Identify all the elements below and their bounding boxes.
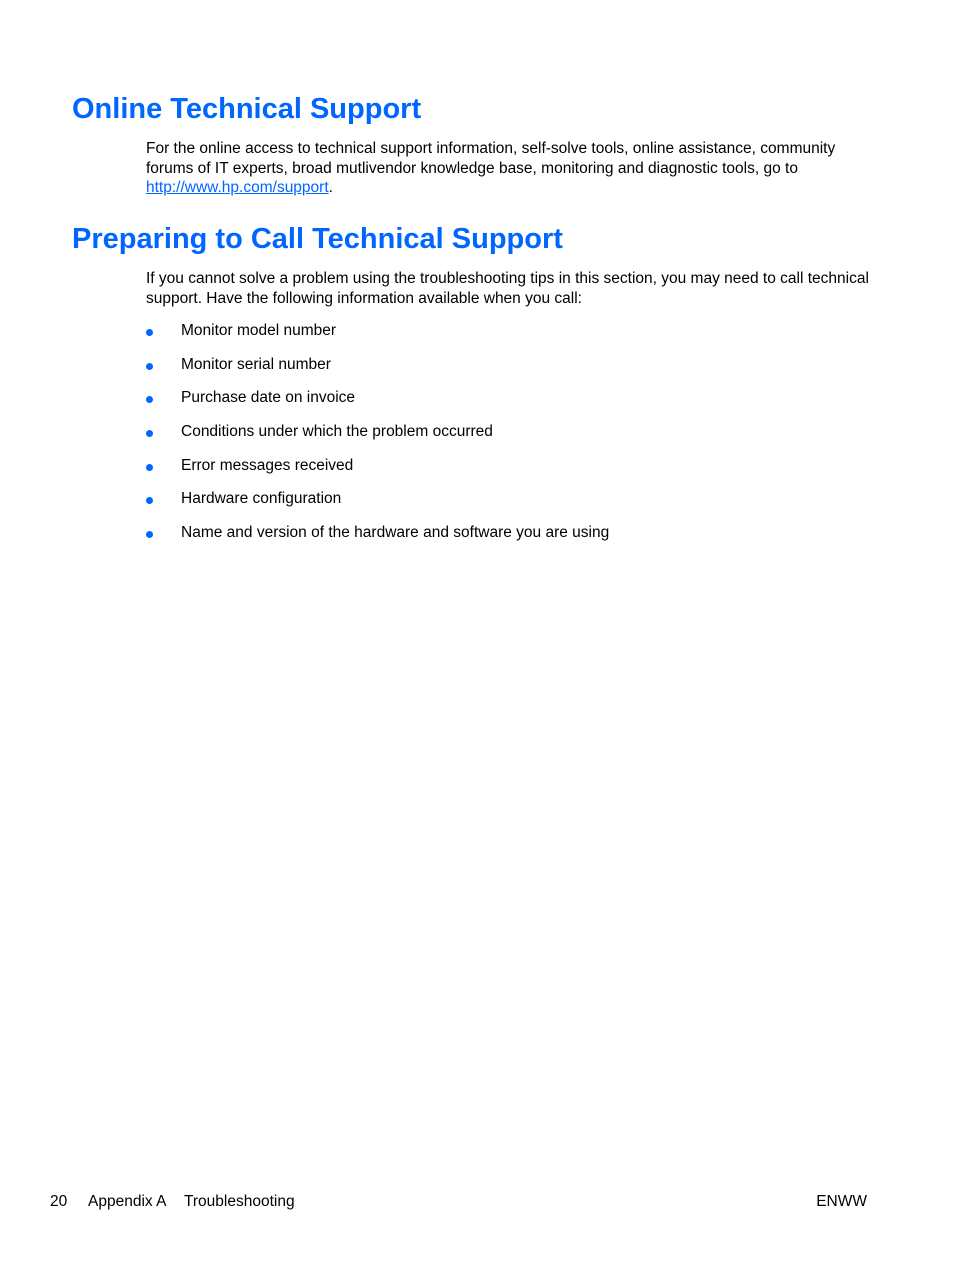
list-item-text: Monitor serial number [181,355,331,373]
bullet-icon [146,363,153,370]
list-item [146,523,876,557]
online-support-text: For the online access to technical support information, self-solve tools, online assistance, community forums of IT experts, broad mutlivendor knowledge base, monitoring and diagnostic tools, go to [146,140,836,177]
online-support-paragraph [146,139,876,198]
list-item-text: Hardware configuration [181,490,342,508]
footer-doc-code: ENWW [816,1193,867,1210]
bullet-icon [146,464,153,471]
list-item [146,456,876,490]
list-item-text: Conditions under which the problem occurred [181,423,493,441]
bullet-icon [146,329,153,336]
call-info-list [146,321,876,557]
bullet-icon [146,531,153,538]
list-item-text: Purchase date on invoice [181,389,356,407]
preparing-support-heading: Preparing to Call Technical Support [72,223,563,255]
online-support-period: . [328,179,333,196]
bullet-icon [146,497,153,504]
bullet-icon [146,396,153,403]
online-support-heading: Online Technical Support [72,93,422,125]
footer-page-number: 20 [50,1193,68,1210]
list-item [146,489,876,523]
preparing-support-paragraph: If you cannot solve a problem using the troubleshooting tips in this section, you may need to call technical support. Have the following information available when you call: [146,270,869,307]
bullet-icon [146,430,153,437]
list-item-text: Monitor model number [181,322,337,339]
support-link[interactable]: http://www.hp.com/support [146,179,329,196]
footer-chapter: Troubleshooting [184,1193,295,1210]
list-item-text: Name and version of the hardware and software you are using [181,524,610,542]
list-item-text: Error messages received [181,456,354,474]
list-item [146,321,876,355]
list-item [146,355,876,389]
footer-appendix: Appendix A [88,1193,167,1210]
list-item [146,422,876,456]
list-item [146,388,876,422]
